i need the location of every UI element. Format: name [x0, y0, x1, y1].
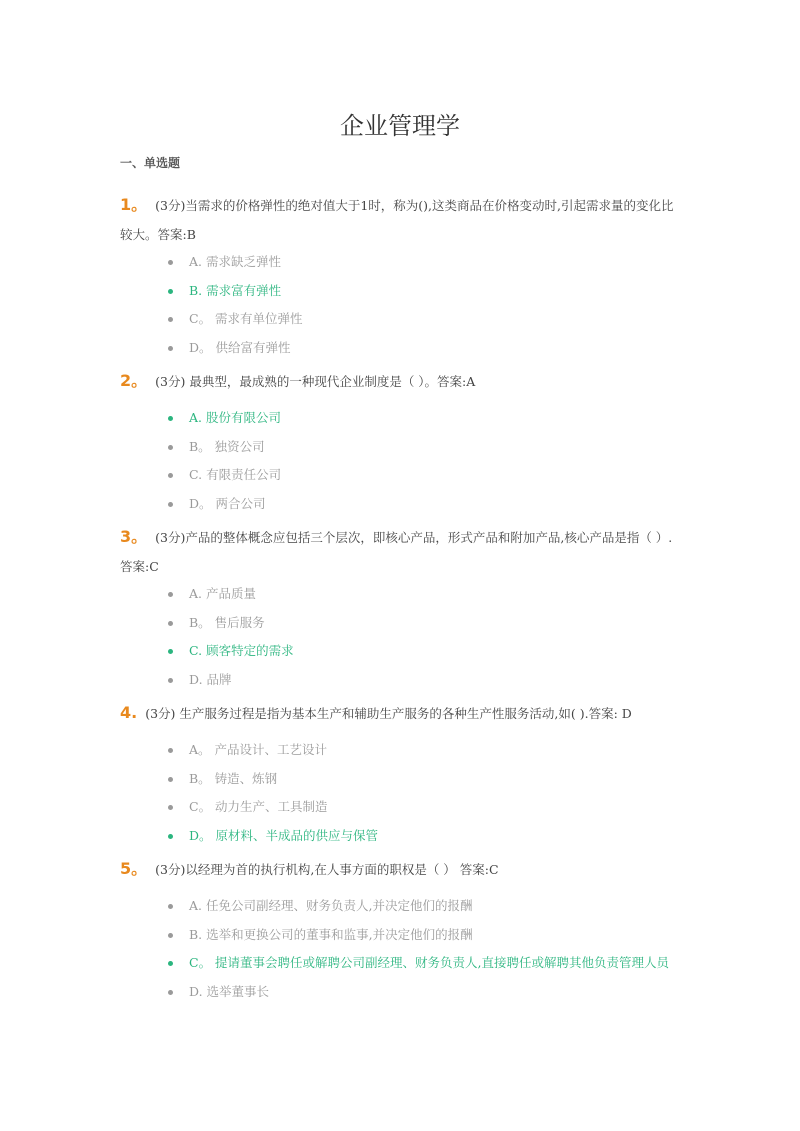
bullet-icon [168, 678, 173, 683]
question-text: (3分)产品的整体概念应包括三个层次，即核心产品，形式产品和附加产品,核心产品是指（ ）.答案:C [120, 530, 673, 574]
question-4 [120, 698, 680, 728]
option-text: B。 售后服务 [189, 614, 265, 630]
bullet-icon [168, 346, 173, 351]
option-1d[interactable] [168, 334, 303, 363]
question-text: (3分) 生产服务过程是指为基本生产和辅助生产服务的各种生产性服务活动,如( ).答案: D [145, 706, 632, 721]
option-2c[interactable] [168, 461, 281, 490]
bullet-icon [168, 990, 173, 995]
bullet-icon [168, 777, 173, 782]
bullet-icon [168, 445, 173, 450]
option-text: B. 需求富有弹性 [189, 282, 282, 298]
question-2 [120, 366, 680, 396]
page-title: 企业管理学 [340, 112, 460, 140]
question-text: (3分)以经理为首的执行机构,在人事方面的职权是（ ） 答案:C [155, 862, 499, 877]
option-3a[interactable] [168, 580, 294, 609]
question-3 [120, 522, 680, 581]
bullet-icon [168, 621, 173, 626]
option-4b[interactable] [168, 765, 378, 794]
option-1b[interactable] [168, 277, 303, 306]
bullet-icon [168, 289, 173, 294]
option-3d[interactable] [168, 666, 294, 695]
bullet-icon [168, 961, 173, 966]
option-5b[interactable] [168, 921, 669, 950]
option-5c[interactable] [168, 949, 669, 978]
option-text: B。 铸造、炼钢 [189, 770, 278, 786]
question-text: (3分) 最典型，最成熟的一种现代企业制度是（ ）。答案:A [155, 374, 476, 389]
question-1 [120, 190, 680, 249]
question-number: 5。 [120, 859, 148, 878]
bullet-icon [168, 933, 173, 938]
bullet-icon [168, 904, 173, 909]
option-3c[interactable] [168, 637, 294, 666]
option-text: A. 任免公司副经理、财务负责人,并决定他们的报酬 [189, 898, 473, 913]
option-1c[interactable] [168, 305, 303, 334]
bullet-icon [168, 473, 173, 478]
options-list-1 [168, 248, 303, 362]
option-text: C。 需求有单位弹性 [189, 311, 303, 326]
option-text: D. 选举董事长 [189, 983, 270, 999]
bullet-icon [168, 805, 173, 810]
option-text: D。 供给富有弹性 [189, 339, 291, 355]
options-list-3 [168, 580, 294, 694]
bullet-icon [168, 748, 173, 753]
section-heading: 一、单选题 [120, 156, 181, 170]
bullet-icon [168, 834, 173, 839]
bullet-icon [168, 502, 173, 507]
option-text: D. 品牌 [189, 671, 232, 687]
question-number: 1。 [120, 195, 148, 214]
bullet-icon [168, 260, 173, 265]
question-5 [120, 854, 680, 884]
option-3b[interactable] [168, 609, 294, 638]
option-text: B. 选举和更换公司的董事和监事,并决定他们的报酬 [189, 926, 473, 942]
question-number: 3。 [120, 527, 148, 546]
option-text: C. 顾客特定的需求 [189, 643, 294, 658]
option-text: D。 原材料、半成品的供应与保管 [189, 827, 378, 843]
option-text: A. 产品质量 [189, 586, 256, 601]
option-text: A。 产品设计、工艺设计 [189, 742, 328, 757]
options-list-4 [168, 736, 378, 850]
option-2b[interactable] [168, 433, 281, 462]
option-text: C。 动力生产、工具制造 [189, 799, 328, 814]
option-5d[interactable] [168, 978, 669, 1007]
question-number: 2。 [120, 371, 148, 390]
option-text: A. 需求缺乏弹性 [189, 254, 281, 269]
options-list-5 [168, 892, 669, 1006]
option-2d[interactable] [168, 490, 281, 519]
question-text: (3分)当需求的价格弹性的绝对值大于1时，称为(),这类商品在价格变动时,引起需求量的变化比较大。答案:B [120, 198, 674, 242]
question-number: 4. [120, 703, 138, 722]
options-list-2 [168, 404, 281, 518]
bullet-icon [168, 416, 173, 421]
option-1a[interactable] [168, 248, 303, 277]
option-text: B。 独资公司 [189, 438, 265, 454]
bullet-icon [168, 592, 173, 597]
option-2a[interactable] [168, 404, 281, 433]
option-4d[interactable] [168, 822, 378, 851]
option-4a[interactable] [168, 736, 378, 765]
option-text: A. 股份有限公司 [189, 410, 281, 425]
bullet-icon [168, 649, 173, 654]
option-text: D。 两合公司 [189, 495, 266, 511]
option-5a[interactable] [168, 892, 669, 921]
option-text: C. 有限责任公司 [189, 467, 282, 482]
option-text: C。 提请董事会聘任或解聘公司副经理、财务负责人,直接聘任或解聘其他负责管理人员 [189, 955, 670, 970]
bullet-icon [168, 317, 173, 322]
option-4c[interactable] [168, 793, 378, 822]
